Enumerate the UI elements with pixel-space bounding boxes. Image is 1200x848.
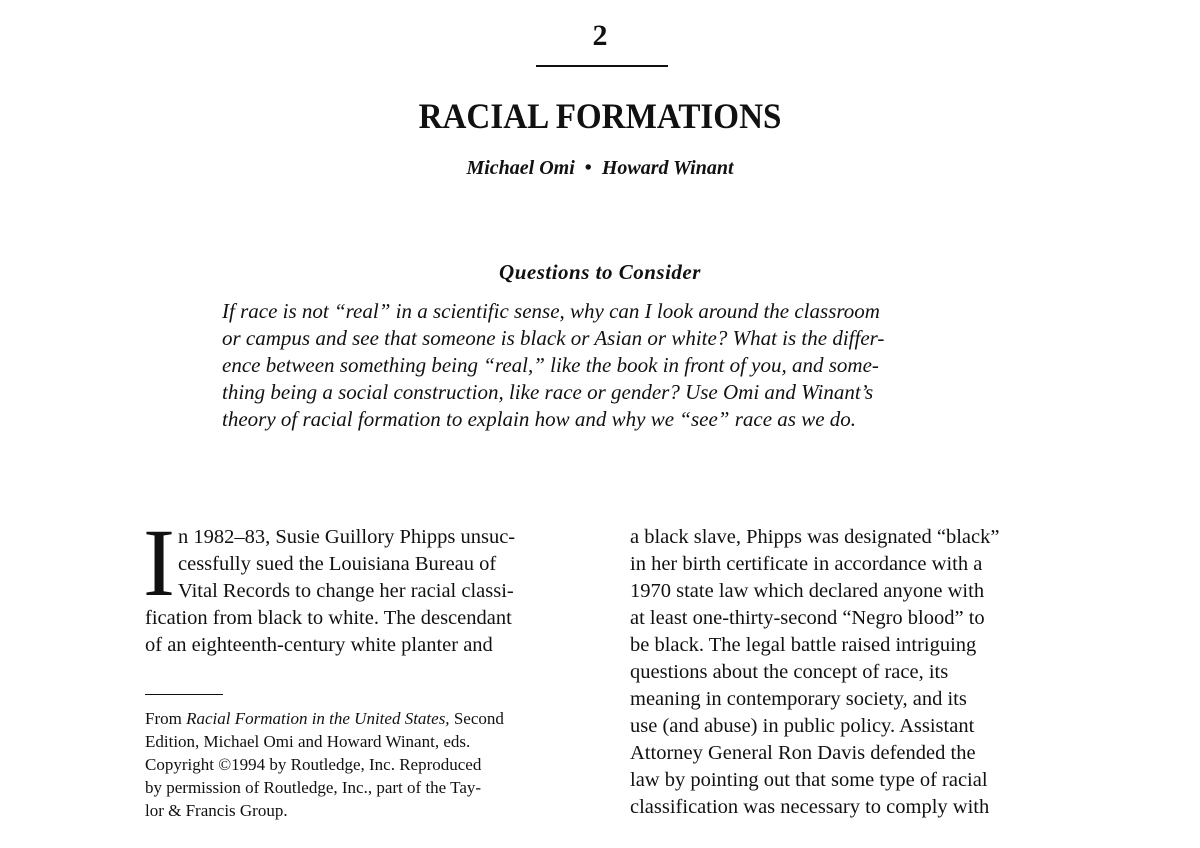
questions-heading: Questions to Consider [499, 260, 701, 284]
question-line: or campus and see that someone is black or Asian or white? What is the differ- [222, 326, 885, 350]
footnote-rule [145, 694, 223, 695]
footnote-line: lor & Francis Group. [145, 801, 288, 820]
body-line: in her birth certificate in accordance with a [630, 553, 983, 575]
authors [0, 154, 1200, 182]
body-line: Attorney General Ron Davis defended the [630, 742, 976, 764]
body-line: fication from black to white. The descendant [145, 607, 512, 629]
body-line: use (and abuse) in public policy. Assistant [630, 715, 975, 737]
chapter-number-rule [536, 65, 668, 67]
body-line: a black slave, Phipps was designated “black” [630, 526, 1000, 548]
body-line: meaning in contemporary society, and its [630, 688, 967, 710]
footnote-line: by permission of Routledge, Inc., part of the Tay- [145, 778, 482, 797]
body-line: be black. The legal battle raised intriguing [630, 634, 977, 656]
author-separator: • [584, 157, 592, 179]
body-line: 1970 state law which declared anyone with [630, 580, 985, 602]
footnote-prefix: From [145, 709, 187, 728]
author-winant: Howard Winant [601, 157, 734, 179]
author-omi: Michael Omi [466, 157, 575, 179]
footnote-line: Copyright ©1994 by Routledge, Inc. Reproduced [145, 755, 482, 774]
footnote-line-rest: Second [449, 709, 504, 728]
body-line: of an eighteenth-century white planter and [145, 634, 493, 656]
drop-cap: I [143, 509, 175, 616]
chapter-title: RACIAL FORMATIONS [418, 96, 782, 136]
question-line: ence between something being “real,” like the book in front of you, and some- [222, 353, 879, 377]
body-line: cessfully sued the Louisiana Bureau of [178, 553, 497, 575]
body-line: law by pointing out that some type of racial [630, 769, 988, 791]
question-line: theory of racial formation to explain how and why we “see” race as we do. [222, 407, 857, 431]
footnote-source-title: Racial Formation in the United States, [186, 709, 450, 728]
footnote-line [145, 708, 504, 730]
question-line: If race is not “real” in a scientific sense, why can I look around the classroom [222, 299, 880, 323]
body-line: Vital Records to change her racial classi- [178, 580, 514, 602]
body-line: classification was necessary to comply with [630, 796, 990, 818]
body-line: n 1982–83, Susie Guillory Phipps unsuc- [178, 526, 516, 548]
footnote-line: Edition, Michael Omi and Howard Winant, eds. [145, 732, 471, 751]
chapter-number: 2 [592, 19, 608, 52]
body-line: at least one-thirty-second “Negro blood” to [630, 607, 985, 629]
question-line: thing being a social construction, like race or gender? Use Omi and Winant’s [222, 380, 874, 404]
body-line: questions about the concept of race, its [630, 661, 949, 683]
